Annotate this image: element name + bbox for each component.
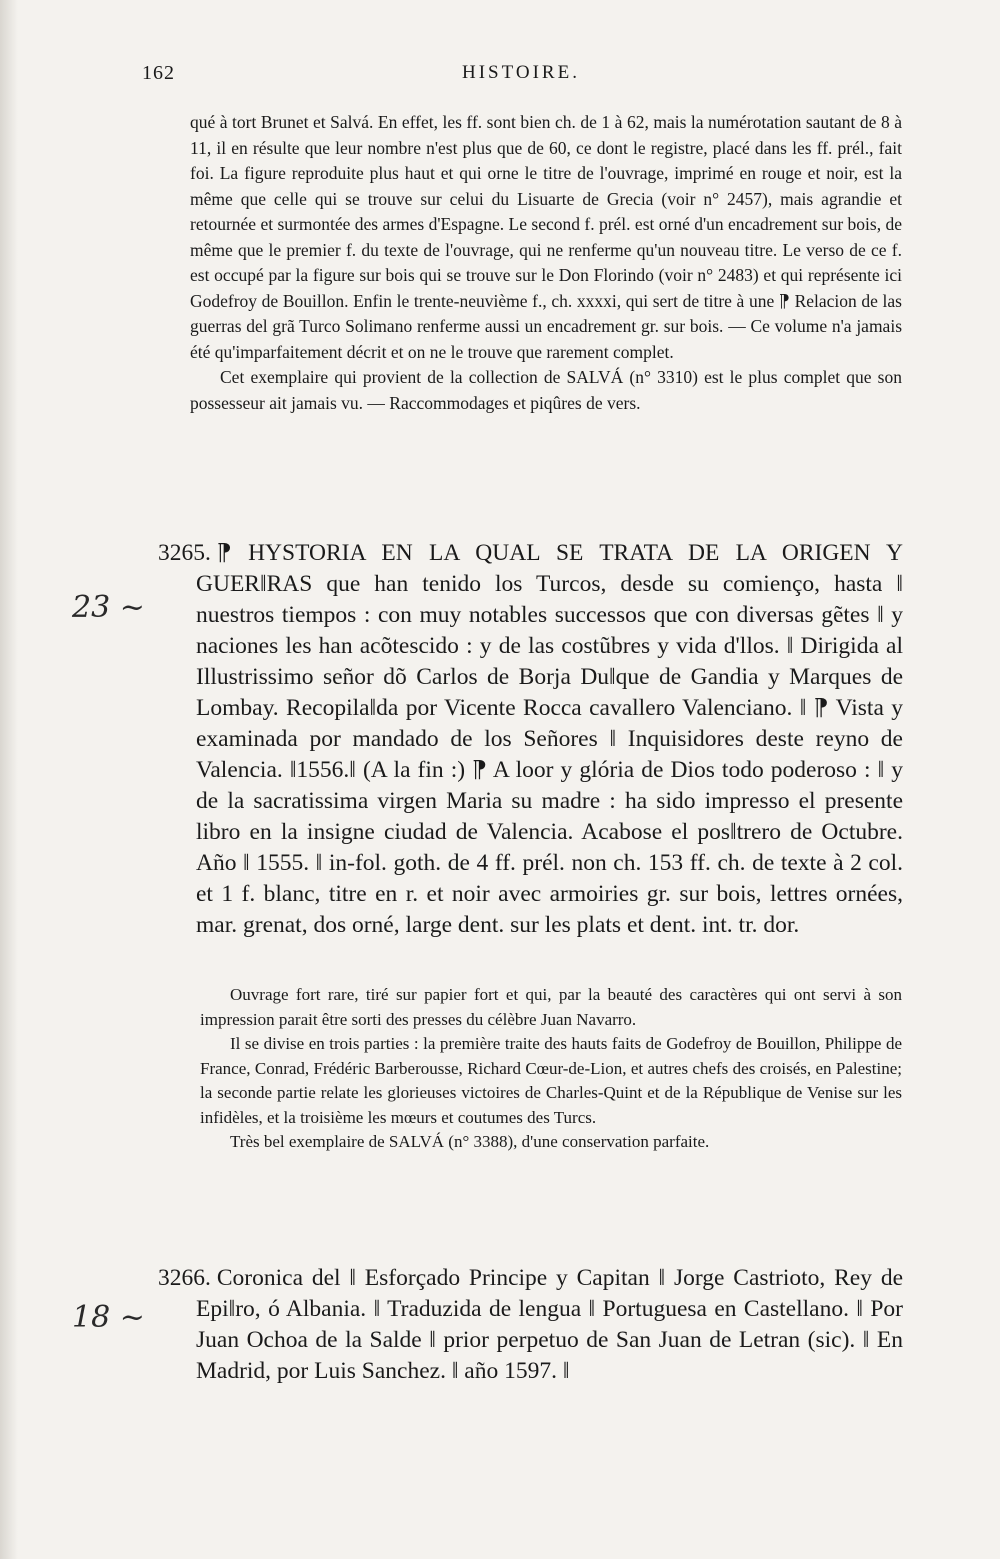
handwritten-price-note: 23 ~ bbox=[72, 590, 145, 625]
entry-3265-notes bbox=[200, 983, 902, 1155]
previous-entry-provenance: Cet exemplaire qui provient de la collection de SALVÁ (n° 3310) est le plus complet que son possesseur ait jamais vu. — Raccommodages et piqûres de vers. bbox=[190, 367, 902, 413]
page-header bbox=[142, 62, 902, 92]
catalog-entry-3265 bbox=[158, 538, 903, 941]
note-paragraph: Il se divise en trois parties : la première traite des hauts faits de Godefroy de Bouillon, Philippe de France, Conrad, Frédéric Barberousse, Richard Cœur-de-Lion, et autres chefs des croisés, en Palestine; la seconde partie relate les glorieuses victoires de Charles-Quint et de la République de Venise sur les infidèles, et la troisième les mœurs et coutumes des Turcs. bbox=[200, 1034, 902, 1127]
previous-entry-continuation bbox=[190, 110, 902, 416]
note-paragraph: Très bel exemplaire de SALVÁ (n° 3388), d'une conservation parfaite. bbox=[230, 1132, 710, 1151]
previous-entry-paragraph: qué à tort Brunet et Salvá. En effet, les ff. sont bien ch. de 1 à 62, mais la numérotation sautant de 8 à 11, il en résulte que leur nombre n'est plus que de 60, ce dont le registre, placé dans les ff. prél., fait foi. La figure reproduite plus haut et qui orne le titre de l'ouvrage, imprimé en rouge et noir, est la même que celle qui se trouve sur celui du Lisuarte de Grecia (voir n° 2457), mais agrandie et retournée et surmontée des armes d'Espagne. Le second f. prél. est orné d'un encadrement sur bois, de même que le premier f. du texte de l'ouvrage, qui ne renferme qu'un nouveau titre. Le verso de ce f. est occupé par la figure sur bois qui se trouve sur le Don Florindo (voir n° 2483) et qui représente ici Godefroy de Bouillon. Enfin le trente-neuvième f., ch. xxxxi, qui sert de titre à une ⁋ Relacion de las guerras del grã Turco Solimano renferme aussi un encadrement gr. sur bois. — Ce volume n'a jamais été qu'imparfaitement décrit et on ne le trouve que rarement complet. bbox=[190, 112, 902, 362]
page-gutter-shadow bbox=[0, 0, 18, 1559]
entry-text bbox=[158, 1263, 903, 1387]
entry-number: 3265. bbox=[158, 540, 211, 566]
note-paragraph: Ouvrage fort rare, tiré sur papier fort et qui, par la beauté des caractères qui ont servi à son impression parait être sorti des presses du célèbre Juan Navarro. bbox=[200, 985, 902, 1029]
handwritten-price-note: 18 ~ bbox=[72, 1300, 145, 1335]
entry-description: Coronica del ‖ Esforçado Principe y Capitan ‖ Jorge Castrioto, Rey de Epi‖ro, ó Albania. ‖ Traduzida de lengua ‖ Portuguesa en Castellano. ‖ Por Juan Ochoa de la Salde ‖ prior perpetuo de San Juan de Letran (sic). ‖ En Madrid, por Luis Sanchez. ‖ año 1597. ‖ bbox=[196, 1265, 903, 1384]
page-number: 162 bbox=[142, 62, 175, 84]
entry-text bbox=[158, 538, 903, 941]
catalog-entry-3266 bbox=[158, 1263, 903, 1387]
entry-number: 3266. bbox=[158, 1265, 211, 1291]
running-head: HISTOIRE. bbox=[462, 62, 580, 83]
entry-description: ⁋ HYSTORIA EN LA QUAL SE TRATA DE LA ORIGEN Y GUER‖RAS que han tenido los Turcos, desde su comienço, hasta ‖ nuestros tiempos : con muy notables successos que con diversas gẽtes ‖ y naciones les han acõtescido : y de las costũbres y vida d'llos. ‖ Dirigida al Illustrissimo señor dõ Carlos de Borja Du‖que de Gandia y Marques de Lombay. Recopila‖da por Vicente Rocca cavallero Valenciano. ‖ ⁋ Vista y examinada por mandado de los Señores ‖ Inquisidores deste reyno de Valencia. ‖1556.‖ (A la fin :) ⁋ A loor y glória de Dios todo poderoso : ‖ y de la sacratissima virgen Maria su madre : ha sido impresso el presente libro en la insigne ciudad de Valencia. Acabose el pos‖trero de Octubre. Año ‖ 1555. ‖ in-fol. goth. de 4 ff. prél. non ch. 153 ff. ch. de texte à 2 col. et 1 f. blanc, titre en r. et noir avec armoiries gr. sur bois, lettres ornées, mar. grenat, dos orné, large dent. sur les plats et dent. int. tr. dor. bbox=[196, 540, 903, 938]
